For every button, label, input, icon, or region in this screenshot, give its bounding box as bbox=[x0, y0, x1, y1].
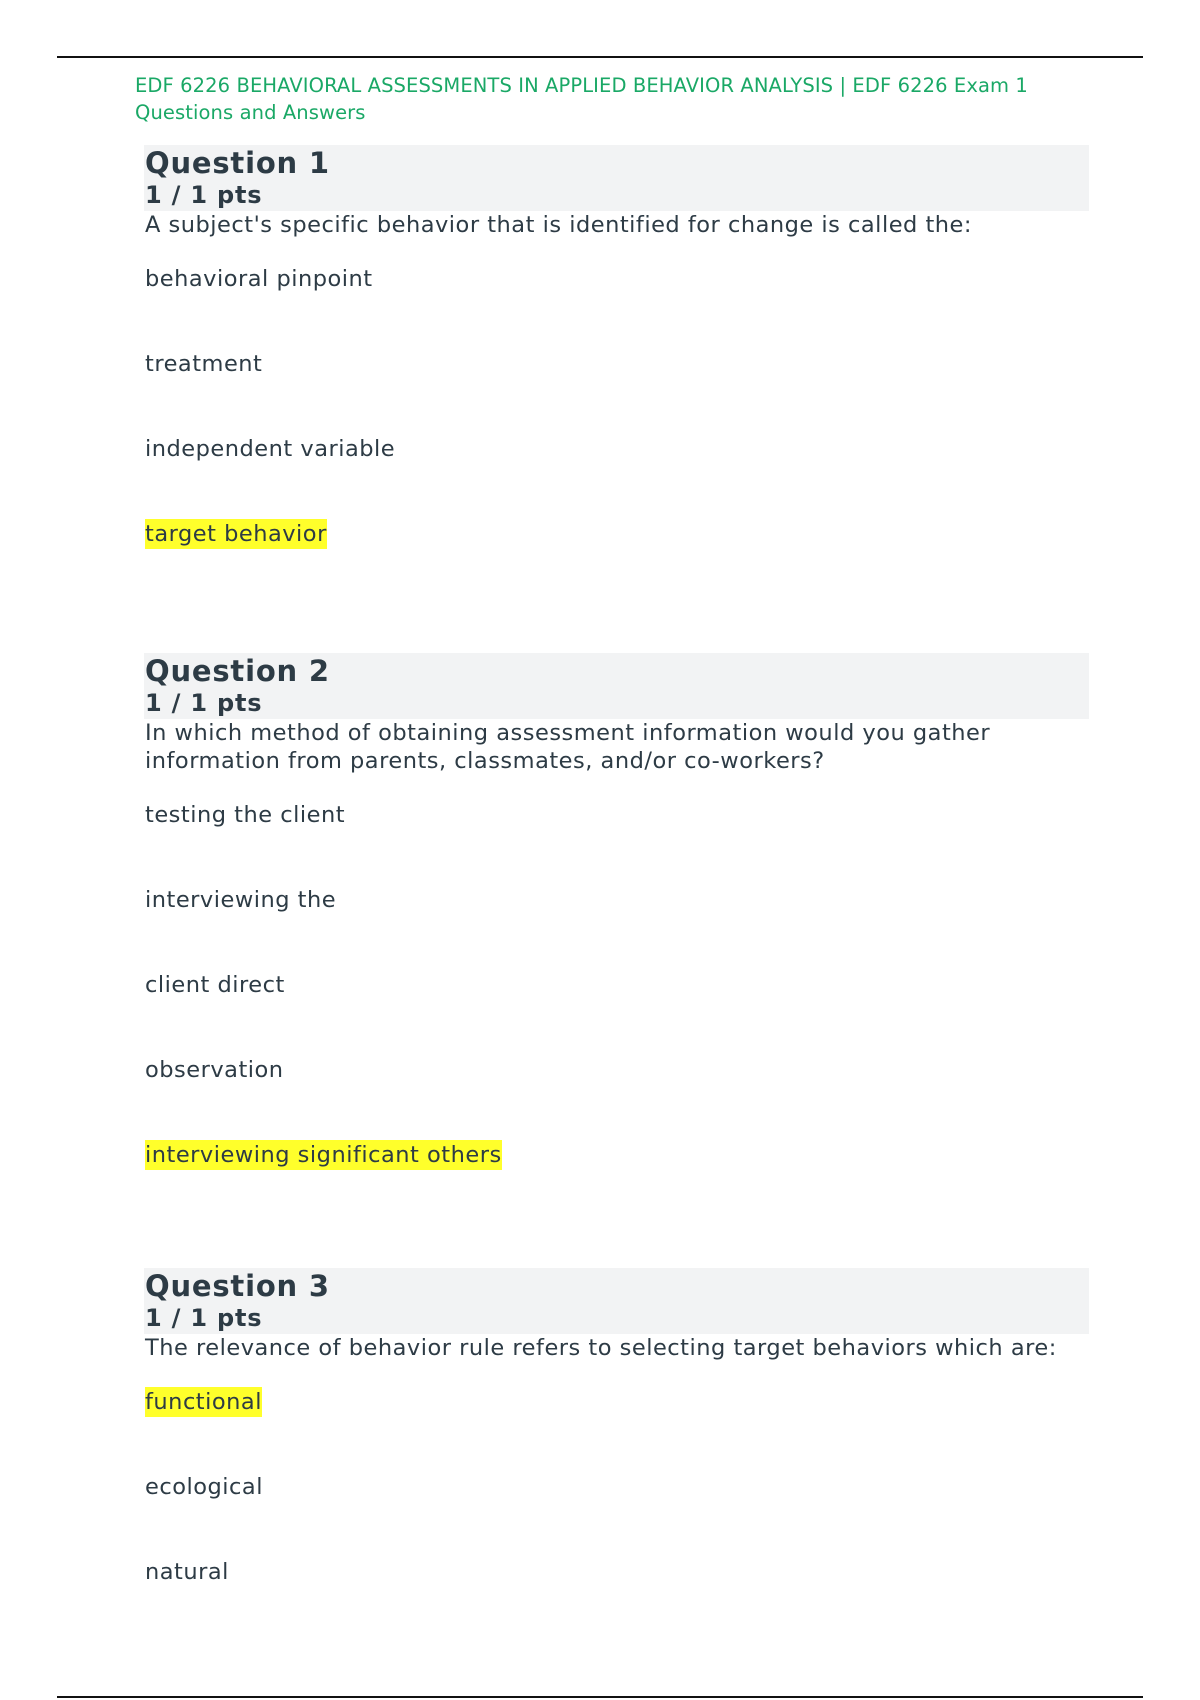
question-3 bbox=[145, 1268, 1089, 1586]
question-points: 1 / 1 pts bbox=[145, 181, 263, 209]
answer-label: treatment bbox=[145, 351, 263, 377]
question-text: In which method of obtaining assessment information would you gather information from parents, classmates, and/or co-workers? bbox=[145, 720, 991, 774]
top-divider bbox=[57, 56, 1143, 58]
answer-option[interactable] bbox=[145, 435, 1089, 463]
answer-label: client direct bbox=[145, 972, 285, 998]
answer-option[interactable] bbox=[145, 1558, 1089, 1586]
document-title: EDF 6226 BEHAVIORAL ASSESSMENTS IN APPLIED BEHAVIOR ANALYSIS | EDF 6226 Exam 1 Questions and Answers bbox=[135, 74, 1028, 124]
answer-label: independent variable bbox=[145, 436, 396, 462]
answer-list bbox=[145, 801, 1089, 1169]
answer-list bbox=[145, 265, 1089, 548]
question-header bbox=[144, 653, 1089, 719]
question-text: The relevance of behavior rule refers to selecting target behaviors which are: bbox=[145, 1335, 1057, 1361]
answer-option[interactable] bbox=[145, 971, 1089, 999]
bottom-divider bbox=[57, 1696, 1143, 1698]
answer-option[interactable] bbox=[145, 801, 1089, 829]
question-1 bbox=[145, 145, 1089, 611]
answer-option[interactable] bbox=[145, 265, 1089, 293]
answer-option-correct[interactable] bbox=[145, 520, 1089, 548]
question-title: Question 2 bbox=[145, 654, 330, 688]
answer-option-correct[interactable] bbox=[145, 1388, 1089, 1416]
question-title: Question 1 bbox=[145, 146, 330, 180]
answer-label: ecological bbox=[145, 1474, 263, 1500]
question-2 bbox=[145, 653, 1089, 1226]
quiz-content bbox=[145, 145, 1089, 1628]
answer-label: behavioral pinpoint bbox=[145, 266, 373, 292]
question-title: Question 3 bbox=[145, 1269, 330, 1303]
correct-answer-highlight: interviewing significant others bbox=[145, 1142, 502, 1168]
question-header bbox=[144, 145, 1089, 211]
answer-option[interactable] bbox=[145, 1473, 1089, 1501]
answer-option-correct[interactable] bbox=[145, 1141, 1089, 1169]
answer-option[interactable] bbox=[145, 350, 1089, 378]
answer-option[interactable] bbox=[145, 1056, 1089, 1084]
correct-answer-highlight: functional bbox=[145, 1389, 262, 1415]
answer-option[interactable] bbox=[145, 886, 1089, 914]
answer-list bbox=[145, 1388, 1089, 1586]
question-points: 1 / 1 pts bbox=[145, 1304, 263, 1332]
question-text: A subject's specific behavior that is identified for change is called the: bbox=[145, 212, 972, 238]
answer-label: natural bbox=[145, 1559, 229, 1585]
question-points: 1 / 1 pts bbox=[145, 689, 263, 717]
answer-label: testing the client bbox=[145, 802, 346, 828]
answer-label: observation bbox=[145, 1057, 284, 1083]
question-header bbox=[144, 1268, 1089, 1334]
answer-label: interviewing the bbox=[145, 887, 337, 913]
correct-answer-highlight: target behavior bbox=[145, 521, 327, 547]
